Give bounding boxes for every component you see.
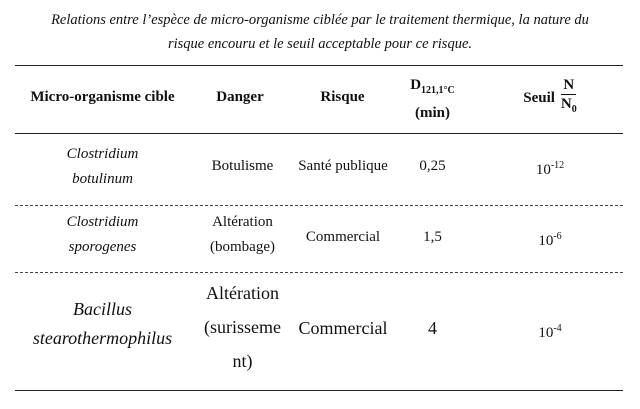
row1-separator <box>15 205 623 206</box>
top-rule <box>15 65 623 66</box>
header-d-main: D <box>410 77 422 93</box>
header-d-value <box>395 74 470 124</box>
header-danger: Danger <box>216 89 264 105</box>
header-seuil-fraction <box>561 76 577 119</box>
row3-micro: Bacillus stearothermophilus <box>32 299 173 348</box>
table-caption <box>10 8 630 56</box>
row3-danger: Altération (surisseme nt) <box>204 283 281 371</box>
row2-d-value: 1,5 <box>423 229 442 245</box>
row1-danger: Botulisme <box>211 158 274 174</box>
row2-danger: Altération (bombage) <box>210 214 275 255</box>
row2-micro: Clostridium sporogenes <box>66 214 139 255</box>
header-risque: Risque <box>320 89 365 105</box>
header-d-unit: (min) <box>415 105 450 121</box>
header-d-sub: 121,1°C <box>421 85 455 96</box>
caption-line-2: risque encouru et le seuil acceptable pour ce risque. <box>167 36 473 52</box>
row2-separator <box>15 272 623 273</box>
row3-seuil: $10^{-4}$ <box>538 323 562 341</box>
row3-risque: Commercial <box>298 318 388 338</box>
header-micro-organisme: Micro-organisme cible <box>30 89 175 105</box>
caption-line-1: Relations entre l’espèce de micro-organisme ciblée par le traitement thermique, la nature du <box>51 12 589 28</box>
fraction-denominator: $N_0$ <box>560 96 577 115</box>
row3-d-value: 4 <box>428 318 437 338</box>
header-seuil <box>490 76 610 119</box>
row2-risque: Commercial <box>305 229 381 245</box>
row1-micro: Clostridium botulinum <box>66 146 139 187</box>
row1-seuil: $10^{-12}$ <box>535 160 565 178</box>
header-rule <box>15 133 623 134</box>
row1-d-value: 0,25 <box>419 158 446 174</box>
row1-risque: Santé publique <box>298 158 388 174</box>
fraction-numerator: N <box>563 77 575 93</box>
bottom-rule <box>15 390 623 391</box>
row2-seuil: $10^{-6}$ <box>538 231 562 249</box>
header-seuil-label: Seuil <box>523 89 555 106</box>
